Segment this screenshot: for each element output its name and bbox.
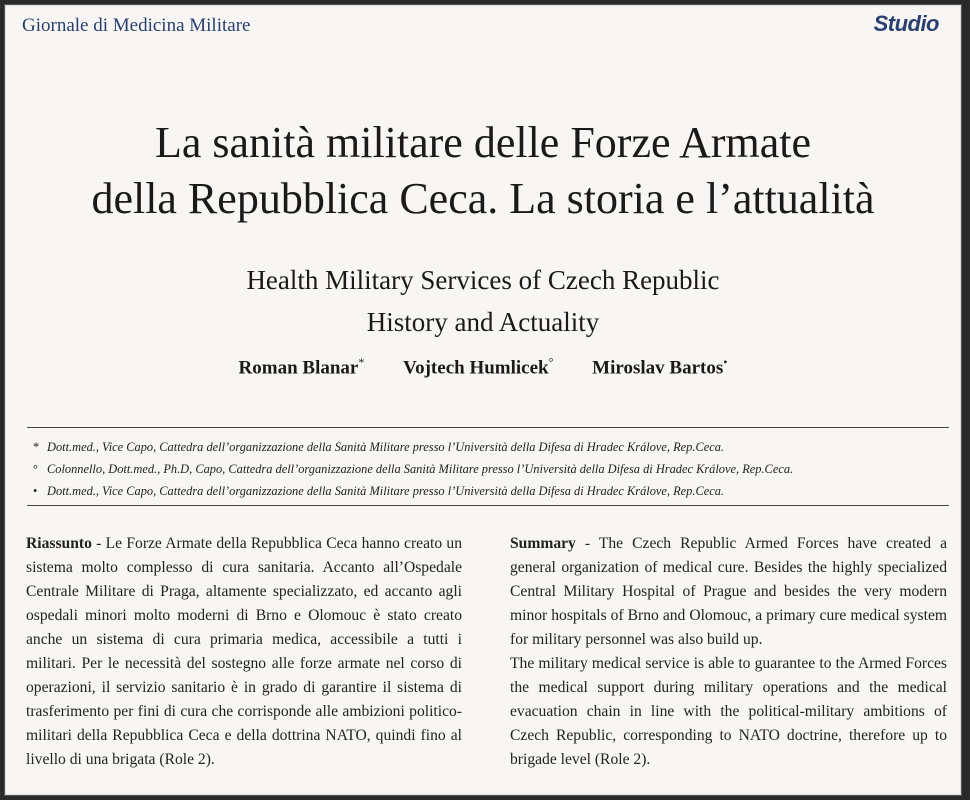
english-title (5, 259, 961, 343)
italian-title-line-2: della Repubblica Ceca. La storia e l’attualità (91, 174, 875, 223)
english-title-line-2: History and Actuality (366, 307, 600, 337)
abstract-italian (26, 532, 462, 772)
italian-title-line-1: La sanità militare delle Forze Armate (154, 118, 812, 167)
author: Miroslav Bartos• (592, 355, 728, 379)
article-page (4, 4, 962, 796)
divider (27, 427, 949, 428)
journal-name: Giornale di Medicina Militare (22, 15, 251, 36)
divider (27, 505, 949, 506)
abstract-text: The military medical service is able to guarantee to the Armed Forces the medical support during military operations and the medical evacuation chain in line with the political-military ambitions of Czech Republic, corresponding to NATO doctrine, therefore up to brigade level (Role 2). (510, 655, 947, 768)
abstract-heading: Summary (510, 535, 576, 552)
author: Vojtech Humlicek° (403, 355, 554, 379)
affiliation: ° Colonnello, Dott.med., Ph.D, Capo, Cattedra dell’organizzazione della Sanità Militare presso l’Università della Difesa di Hradec Králove, Rep.Ceca. (33, 462, 794, 476)
affiliation: * Dott.med., Vice Capo, Cattedra dell’organizzazione della Sanità Militare presso l’Università della Difesa di Hradec Králove, Rep.Ceca. (33, 440, 725, 454)
abstract-text: - Le Forze Armate della Repubblica Ceca hanno creato un sistema molto complesso di cura sanitaria. Accanto all’Ospedale Centrale Militare di Praga, altamente specializzato, ed accanto agli ospedali minori molto moderni di Brno e Olomouc è stato creato anche un sistema di cura primaria medica, accessibile a tutti i militari. Per le necessità del sostegno alle forze armate nel corso di operazioni, il servizio sanitario è in grado di garantire il sistema di trasferimento per fini di cura che corrisponde alle ambizioni politico-militari della Repubblica Ceca e della dottrina NATO, quindi fino al livello di una brigata (Role 2). (26, 535, 462, 768)
abstract-heading: Riassunto (26, 535, 92, 552)
english-title-line-1: Health Military Services of Czech Republic (246, 265, 720, 295)
abstract-english (510, 532, 947, 772)
section-label: Studio (873, 11, 939, 36)
abstract-text: - The Czech Republic Armed Forces have created a general organization of medical cure. Besides the highly specialized Central Military Hospital of Prague and besides the very modern minor hospitals of Brno and Olomouc, a primary cure medical system for military personnel was also build up. (510, 535, 947, 648)
author-list (5, 355, 961, 379)
italian-title (5, 115, 961, 227)
author: Roman Blanar* (238, 355, 365, 379)
affiliation: • Dott.med., Vice Capo, Cattedra dell’organizzazione della Sanità Militare presso l’Università della Difesa di Hradec Králove, Rep.Ceca. (33, 484, 725, 498)
